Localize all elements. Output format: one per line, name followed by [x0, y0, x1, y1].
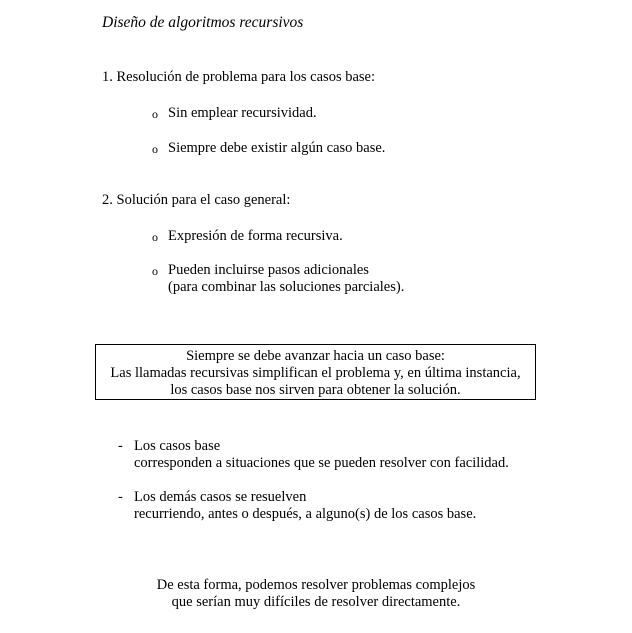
dash-marker: -: [118, 489, 123, 505]
section-1-heading: 1. Resolución de problema para los casos base:: [102, 69, 376, 85]
section-2-bullet: Expresión de forma recursiva.: [168, 228, 343, 244]
section-1-bullet: Sin emplear recursividad.: [168, 105, 317, 121]
page-title: Diseño de algoritmos recursivos: [102, 14, 304, 31]
dash-marker: -: [118, 438, 123, 454]
callout-line: Las llamadas recursivas simplifican el problema y, en última instancia,: [110, 365, 521, 381]
bullet-marker: o: [152, 264, 158, 278]
dash-item-line: recurriendo, antes o después, a alguno(s) de los casos base.: [134, 506, 477, 522]
section-2-bullet-continuation: (para combinar las soluciones parciales).: [168, 279, 405, 295]
dash-item-line: Los demás casos se resuelven: [134, 489, 307, 505]
conclusion-line: que serían muy difíciles de resolver directamente.: [171, 594, 461, 610]
section-2-bullet: Pueden incluirse pasos adicionales: [168, 262, 369, 278]
bullet-marker: o: [152, 142, 158, 156]
bullet-marker: o: [152, 230, 158, 244]
callout-line: los casos base nos sirven para obtener la solución.: [170, 382, 461, 398]
dash-item-line: corresponden a situaciones que se pueden resolver con facilidad.: [134, 455, 509, 471]
callout-box: [95, 344, 536, 400]
callout-line: Siempre se debe avanzar hacia un caso base:: [186, 348, 445, 364]
section-1-bullet: Siempre debe existir algún caso base.: [168, 140, 386, 156]
section-2-heading: 2. Solución para el caso general:: [102, 192, 291, 208]
conclusion-line: De esta forma, podemos resolver problemas complejos: [156, 577, 476, 593]
dash-item-line: Los casos base: [134, 438, 221, 454]
bullet-marker: o: [152, 107, 158, 121]
